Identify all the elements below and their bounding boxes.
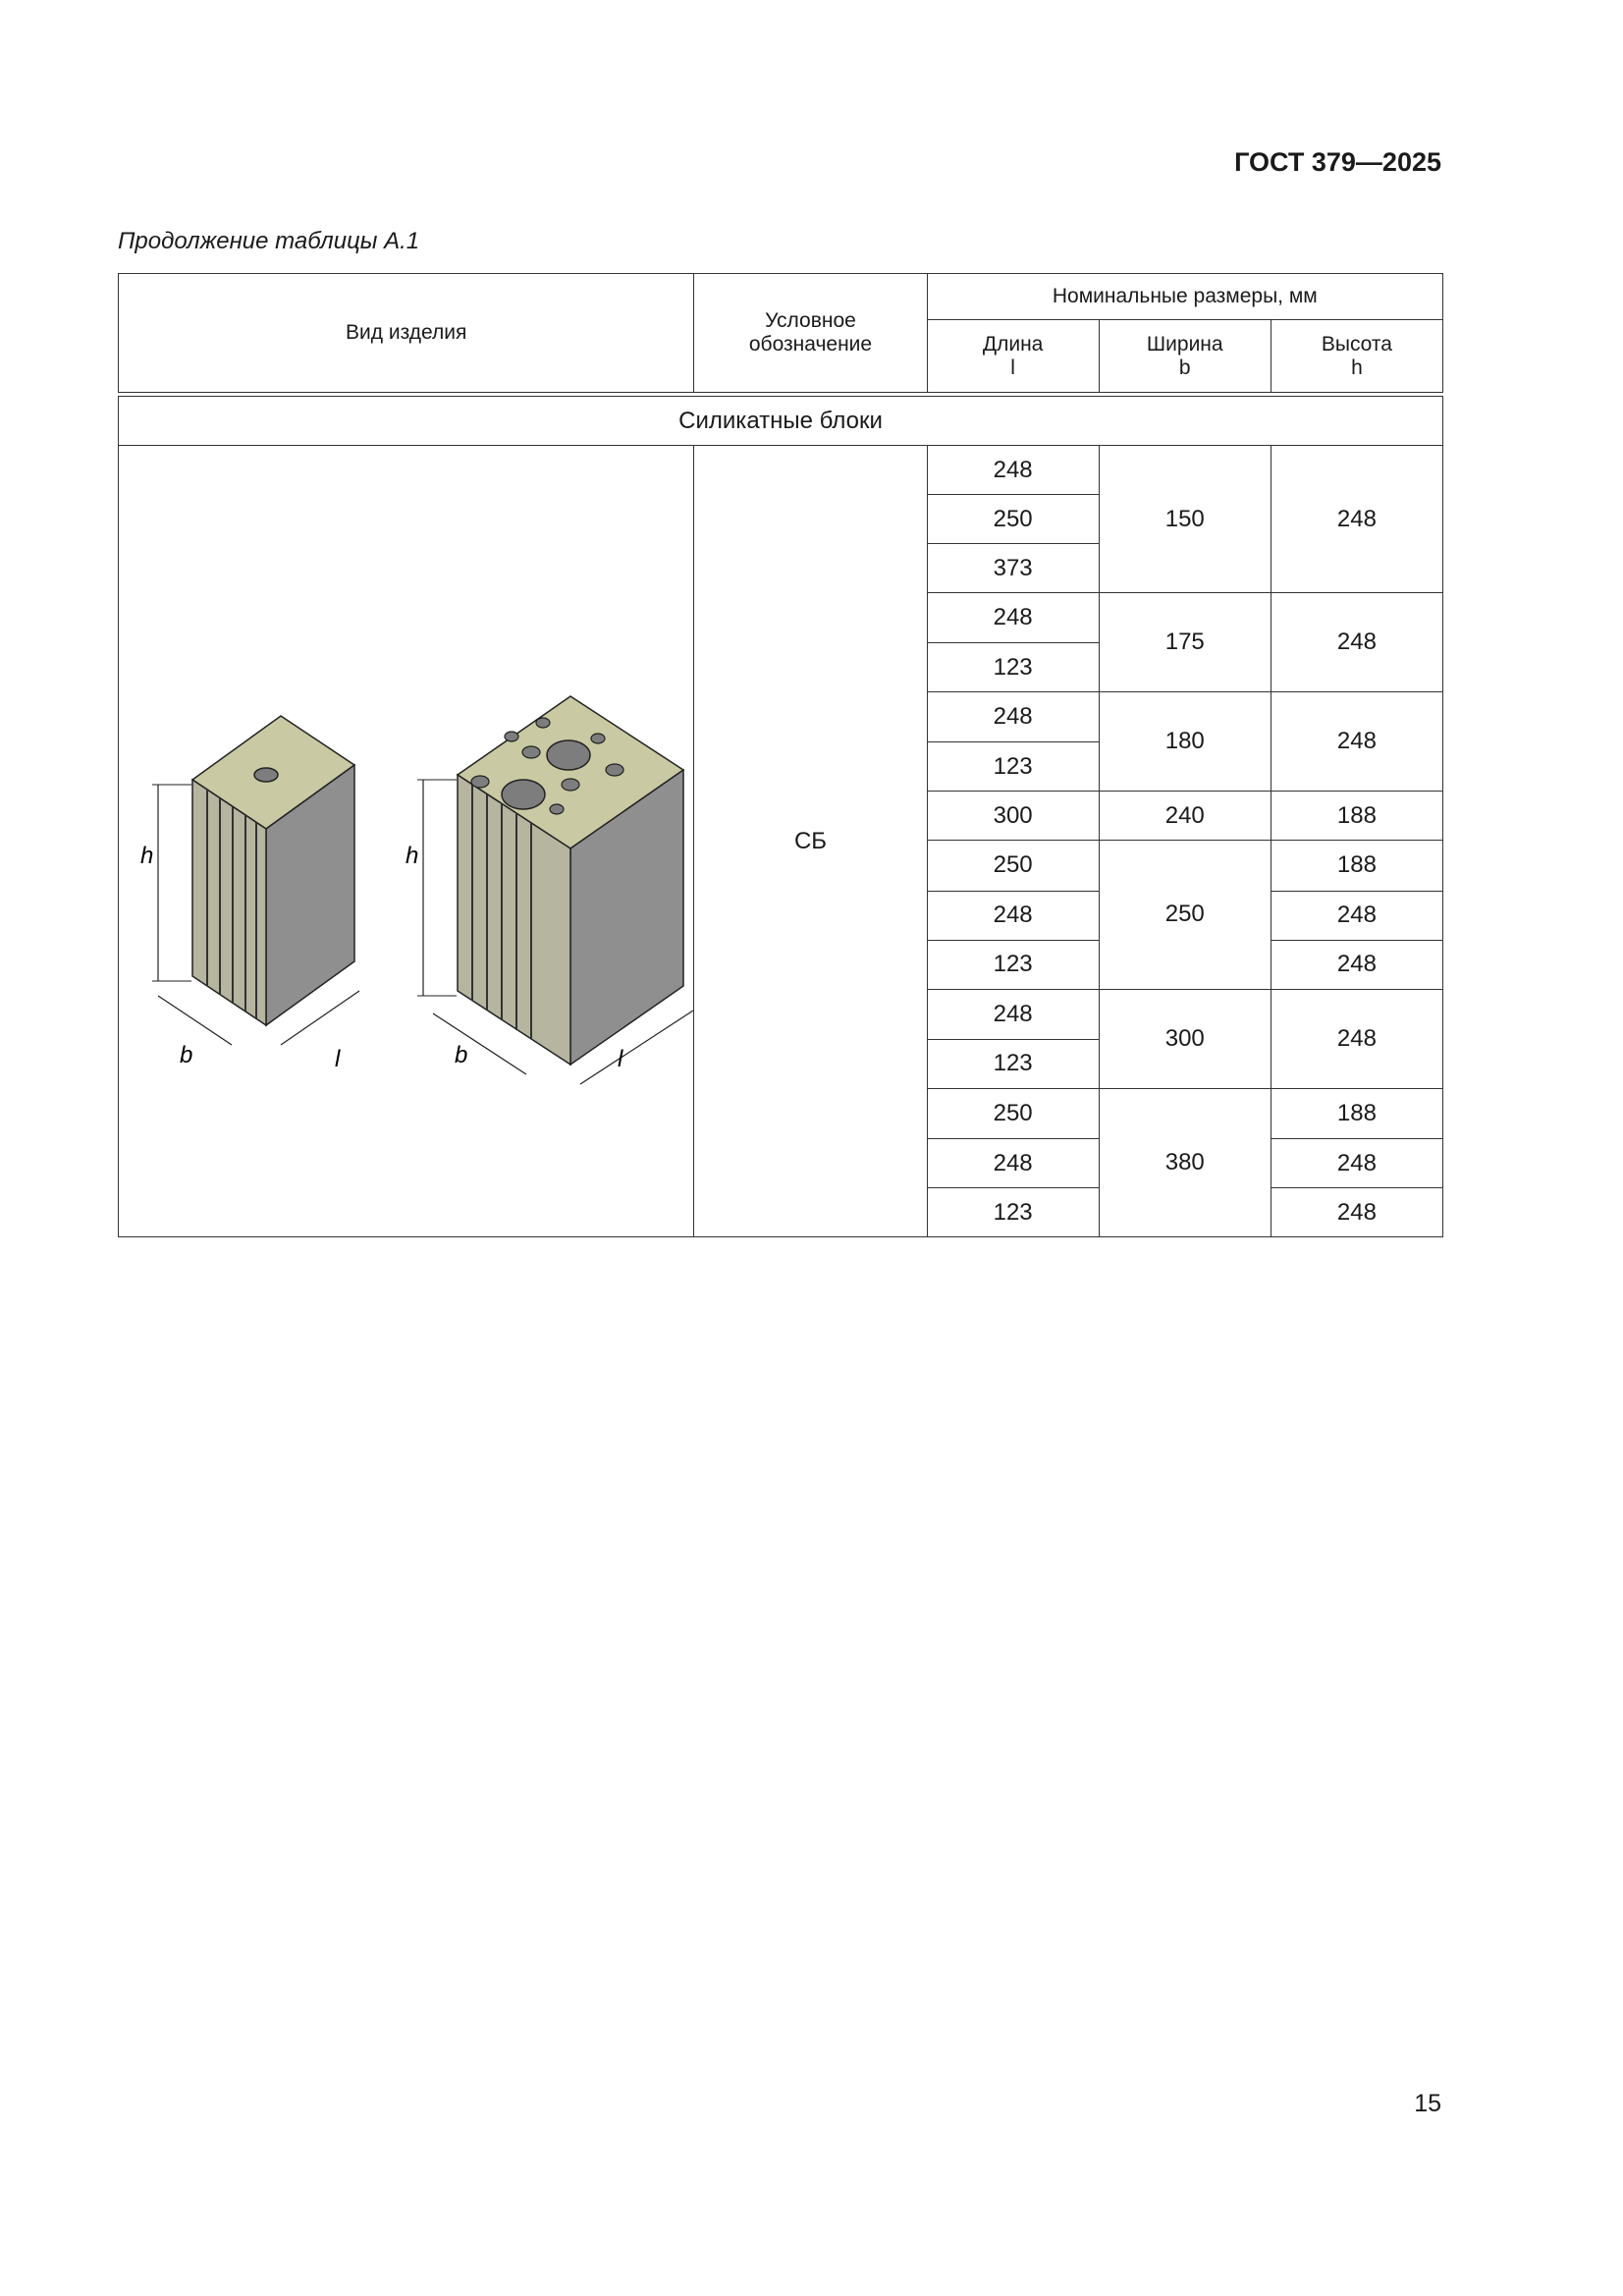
- product-figure-cell: [119, 446, 694, 1237]
- height-cell: 248: [1271, 593, 1442, 692]
- width-cell: 300: [1099, 989, 1271, 1088]
- length-cell: 248: [927, 692, 1099, 742]
- length-cell: 250: [927, 841, 1099, 891]
- length-cell: 123: [927, 1188, 1099, 1237]
- header-nominal-dimensions: Номинальные размеры, мм: [927, 274, 1442, 320]
- length-cell: 250: [927, 495, 1099, 544]
- length-cell: 123: [927, 940, 1099, 989]
- figure-label-l-2: l: [618, 1046, 623, 1072]
- table-caption: Продолжение таблицы А.1: [118, 228, 420, 254]
- silicate-block-figure: [119, 446, 694, 1230]
- length-cell: 250: [927, 1088, 1099, 1138]
- width-cell: 175: [1099, 593, 1271, 692]
- section-title: Силикатные блоки: [119, 397, 1443, 446]
- length-cell: 248: [927, 446, 1099, 495]
- length-cell: 248: [927, 1139, 1099, 1188]
- height-cell: 248: [1271, 1188, 1442, 1237]
- width-cell: 250: [1099, 841, 1271, 989]
- dimensions-table: [118, 273, 1443, 1237]
- length-cell: 248: [927, 989, 1099, 1039]
- header-designation: Условное обозначение: [694, 274, 927, 393]
- height-cell: 188: [1271, 841, 1442, 891]
- header-product-kind: Вид изделия: [119, 274, 694, 393]
- width-cell: 150: [1099, 446, 1271, 593]
- length-cell: 123: [927, 643, 1099, 692]
- figure-label-l: l: [335, 1046, 341, 1072]
- length-cell: 373: [927, 544, 1099, 593]
- height-cell: 188: [1271, 1088, 1442, 1138]
- height-cell: 248: [1271, 1139, 1442, 1188]
- figure-label-b: b: [180, 1042, 193, 1068]
- height-cell: 248: [1271, 891, 1442, 940]
- page-number: 15: [1414, 2090, 1441, 2117]
- height-cell: 248: [1271, 940, 1442, 989]
- height-cell: 248: [1271, 692, 1442, 792]
- height-cell: 188: [1271, 792, 1442, 841]
- width-cell: 380: [1099, 1088, 1271, 1236]
- header-width: Ширина b: [1099, 320, 1271, 393]
- figure-label-h: h: [140, 843, 154, 869]
- solid-block-drawing: [152, 716, 359, 1045]
- designation-cell: СБ: [694, 446, 927, 1237]
- header-height: Высота h: [1271, 320, 1442, 393]
- height-cell: 248: [1271, 989, 1442, 1088]
- length-cell: 123: [927, 1039, 1099, 1088]
- figure-label-h-2: h: [406, 843, 419, 869]
- height-cell: 248: [1271, 446, 1442, 593]
- figure-label-b-2: b: [455, 1042, 468, 1068]
- width-cell: 240: [1099, 792, 1271, 841]
- width-cell: 180: [1099, 692, 1271, 792]
- hollow-block-drawing: [417, 696, 693, 1084]
- length-cell: 248: [927, 593, 1099, 643]
- length-cell: 123: [927, 742, 1099, 792]
- header-length: Длина l: [927, 320, 1099, 393]
- length-cell: 300: [927, 792, 1099, 841]
- length-cell: 248: [927, 891, 1099, 940]
- document-code: ГОСТ 379—2025: [1234, 147, 1441, 177]
